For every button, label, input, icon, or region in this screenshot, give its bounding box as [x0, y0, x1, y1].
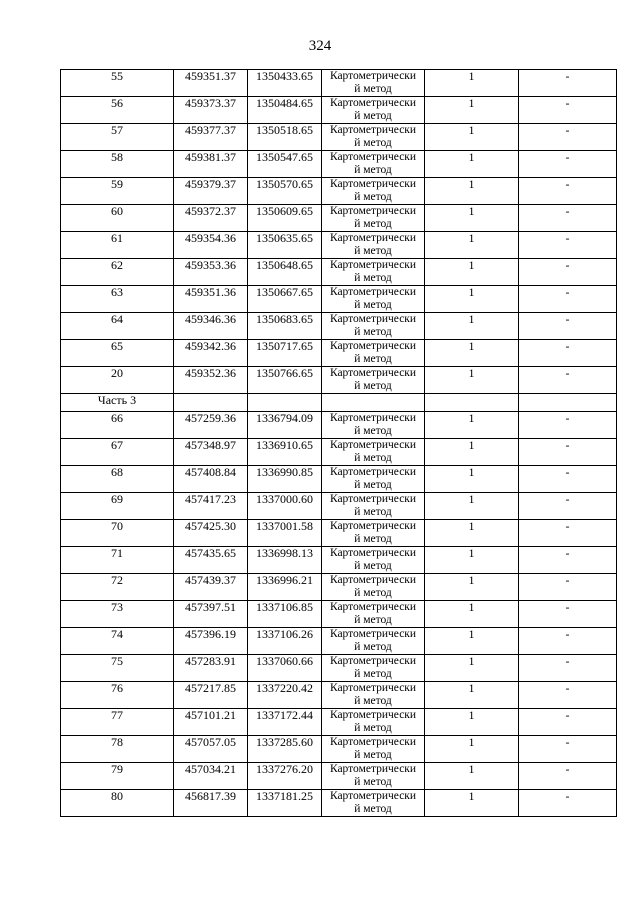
accuracy-cell: 1 — [425, 709, 519, 736]
accuracy-cell: 1 — [425, 493, 519, 520]
x-coordinate-cell: 459351.37 — [174, 70, 248, 97]
table-row — [61, 682, 617, 709]
x-coordinate-cell: 457417.23 — [174, 493, 248, 520]
x-coordinate-cell: 457283.91 — [174, 655, 248, 682]
method-line-2: й метод — [354, 776, 392, 788]
x-coordinate-cell: 459354.36 — [174, 232, 248, 259]
method-line-2: й метод — [354, 272, 392, 284]
y-coordinate-cell: 1337060.66 — [248, 655, 322, 682]
table-row — [61, 601, 617, 628]
method-line-2: й метод — [354, 299, 392, 311]
x-coordinate-cell: 457435.65 — [174, 547, 248, 574]
x-coordinate-cell: 457348.97 — [174, 439, 248, 466]
method-line-2: й метод — [354, 803, 392, 815]
description-cell: - — [519, 790, 617, 817]
description-cell: - — [519, 412, 617, 439]
method-line-2: й метод — [354, 668, 392, 680]
method-line-2: й метод — [354, 83, 392, 95]
accuracy-cell: 1 — [425, 763, 519, 790]
description-cell: - — [519, 124, 617, 151]
method-line-2: й метод — [354, 452, 392, 464]
point-number-cell: 79 — [61, 763, 174, 790]
method-line-1: Картометрически — [329, 790, 417, 802]
method-cell — [322, 97, 425, 124]
description-cell: - — [519, 367, 617, 394]
point-number-cell: 72 — [61, 574, 174, 601]
page-number: 324 — [308, 38, 332, 54]
x-coordinate-cell: 457057.05 — [174, 736, 248, 763]
y-coordinate-cell: 1337285.60 — [248, 736, 322, 763]
method-cell — [322, 259, 425, 286]
description-cell: - — [519, 520, 617, 547]
x-coordinate-cell: 459381.37 — [174, 151, 248, 178]
description-cell: - — [519, 628, 617, 655]
x-coordinate-cell: 457101.21 — [174, 709, 248, 736]
accuracy-cell: 1 — [425, 178, 519, 205]
y-coordinate-cell: 1337106.26 — [248, 628, 322, 655]
table-row — [61, 340, 617, 367]
accuracy-cell: 1 — [425, 628, 519, 655]
method-cell — [322, 628, 425, 655]
point-number-cell: 60 — [61, 205, 174, 232]
method-line-2: й метод — [354, 587, 392, 599]
point-number-cell: 73 — [61, 601, 174, 628]
method-line-1: Картометрически — [329, 367, 417, 379]
description-cell: - — [519, 574, 617, 601]
accuracy-cell: 1 — [425, 466, 519, 493]
method-line-2: й метод — [354, 353, 392, 365]
description-cell: - — [519, 286, 617, 313]
x-coordinate-cell: 459353.36 — [174, 259, 248, 286]
description-cell: - — [519, 97, 617, 124]
method-cell — [322, 286, 425, 313]
table-row — [61, 628, 617, 655]
table-row — [61, 763, 617, 790]
point-number-cell: 77 — [61, 709, 174, 736]
empty-cell — [322, 394, 425, 412]
y-coordinate-cell: 1350648.65 — [248, 259, 322, 286]
point-number-cell: 71 — [61, 547, 174, 574]
point-number-cell: 58 — [61, 151, 174, 178]
x-coordinate-cell: 459342.36 — [174, 340, 248, 367]
y-coordinate-cell: 1337000.60 — [248, 493, 322, 520]
method-cell — [322, 151, 425, 178]
description-cell: - — [519, 178, 617, 205]
y-coordinate-cell: 1350766.65 — [248, 367, 322, 394]
method-line-2: й метод — [354, 560, 392, 572]
x-coordinate-cell: 459351.36 — [174, 286, 248, 313]
y-coordinate-cell: 1337172.44 — [248, 709, 322, 736]
point-number-cell: 78 — [61, 736, 174, 763]
description-cell: - — [519, 736, 617, 763]
y-coordinate-cell: 1350609.65 — [248, 205, 322, 232]
method-cell — [322, 709, 425, 736]
y-coordinate-cell: 1350635.65 — [248, 232, 322, 259]
table-row — [61, 151, 617, 178]
method-cell — [322, 655, 425, 682]
x-coordinate-cell: 456817.39 — [174, 790, 248, 817]
method-cell — [322, 124, 425, 151]
accuracy-cell: 1 — [425, 439, 519, 466]
method-line-2: й метод — [354, 749, 392, 761]
accuracy-cell: 1 — [425, 340, 519, 367]
method-cell — [322, 574, 425, 601]
method-cell — [322, 178, 425, 205]
method-line-2: й метод — [354, 191, 392, 203]
method-line-1: Картометрически — [329, 601, 417, 613]
point-number-cell: 67 — [61, 439, 174, 466]
accuracy-cell: 1 — [425, 655, 519, 682]
accuracy-cell: 1 — [425, 547, 519, 574]
method-cell — [322, 439, 425, 466]
point-number-cell: 64 — [61, 313, 174, 340]
method-cell — [322, 763, 425, 790]
x-coordinate-cell: 457034.21 — [174, 763, 248, 790]
method-cell — [322, 205, 425, 232]
description-cell: - — [519, 601, 617, 628]
method-line-1: Картометрически — [329, 412, 417, 424]
part-header-row — [61, 394, 617, 412]
point-number-cell: 62 — [61, 259, 174, 286]
accuracy-cell: 1 — [425, 601, 519, 628]
description-cell: - — [519, 205, 617, 232]
point-number-cell: 59 — [61, 178, 174, 205]
coordinates-table — [60, 69, 617, 817]
method-line-2: й метод — [354, 614, 392, 626]
x-coordinate-cell: 457425.30 — [174, 520, 248, 547]
table-row — [61, 124, 617, 151]
point-number-cell: 75 — [61, 655, 174, 682]
table-row — [61, 232, 617, 259]
method-line-2: й метод — [354, 722, 392, 734]
y-coordinate-cell: 1336996.21 — [248, 574, 322, 601]
method-cell — [322, 601, 425, 628]
description-cell: - — [519, 313, 617, 340]
y-coordinate-cell: 1336910.65 — [248, 439, 322, 466]
method-cell — [322, 367, 425, 394]
table-row — [61, 367, 617, 394]
y-coordinate-cell: 1337220.42 — [248, 682, 322, 709]
method-line-2: й метод — [354, 641, 392, 653]
y-coordinate-cell: 1350547.65 — [248, 151, 322, 178]
x-coordinate-cell: 457408.84 — [174, 466, 248, 493]
description-cell: - — [519, 709, 617, 736]
part-label: Часть 3 — [61, 394, 174, 412]
table-row — [61, 439, 617, 466]
accuracy-cell: 1 — [425, 124, 519, 151]
description-cell: - — [519, 493, 617, 520]
description-cell: - — [519, 340, 617, 367]
point-number-cell: 57 — [61, 124, 174, 151]
method-line-2: й метод — [354, 533, 392, 545]
method-cell — [322, 493, 425, 520]
point-number-cell: 20 — [61, 367, 174, 394]
method-line-2: й метод — [354, 506, 392, 518]
method-line-1: Картометрически — [329, 97, 417, 109]
point-number-cell: 74 — [61, 628, 174, 655]
y-coordinate-cell: 1350433.65 — [248, 70, 322, 97]
method-cell — [322, 232, 425, 259]
x-coordinate-cell: 457259.36 — [174, 412, 248, 439]
method-line-2: й метод — [354, 164, 392, 176]
y-coordinate-cell: 1350484.65 — [248, 97, 322, 124]
table-row — [61, 493, 617, 520]
x-coordinate-cell: 459373.37 — [174, 97, 248, 124]
method-cell — [322, 70, 425, 97]
accuracy-cell: 1 — [425, 151, 519, 178]
method-cell — [322, 547, 425, 574]
x-coordinate-cell: 459377.37 — [174, 124, 248, 151]
y-coordinate-cell: 1350518.65 — [248, 124, 322, 151]
method-cell — [322, 412, 425, 439]
method-line-1: Картометрически — [329, 547, 417, 559]
table-row — [61, 466, 617, 493]
method-line-1: Картометрически — [329, 124, 417, 136]
method-line-1: Картометрически — [329, 682, 417, 694]
y-coordinate-cell: 1337106.85 — [248, 601, 322, 628]
table-row — [61, 790, 617, 817]
point-number-cell: 68 — [61, 466, 174, 493]
y-coordinate-cell: 1337276.20 — [248, 763, 322, 790]
method-line-1: Картометрически — [329, 520, 417, 532]
y-coordinate-cell: 1336998.13 — [248, 547, 322, 574]
method-line-1: Картометрически — [329, 340, 417, 352]
method-line-1: Картометрически — [329, 70, 417, 82]
accuracy-cell: 1 — [425, 97, 519, 124]
table-row — [61, 520, 617, 547]
method-line-2: й метод — [354, 425, 392, 437]
method-line-1: Картометрически — [329, 286, 417, 298]
table-row — [61, 313, 617, 340]
description-cell: - — [519, 439, 617, 466]
table-row — [61, 547, 617, 574]
coordinates-table-body — [61, 70, 617, 817]
point-number-cell: 63 — [61, 286, 174, 313]
description-cell: - — [519, 151, 617, 178]
method-line-2: й метод — [354, 695, 392, 707]
method-cell — [322, 520, 425, 547]
y-coordinate-cell: 1337181.25 — [248, 790, 322, 817]
point-number-cell: 69 — [61, 493, 174, 520]
y-coordinate-cell: 1350570.65 — [248, 178, 322, 205]
accuracy-cell: 1 — [425, 790, 519, 817]
accuracy-cell: 1 — [425, 367, 519, 394]
accuracy-cell: 1 — [425, 70, 519, 97]
description-cell: - — [519, 70, 617, 97]
accuracy-cell: 1 — [425, 736, 519, 763]
method-line-1: Картометрически — [329, 439, 417, 451]
method-line-1: Картометрически — [329, 151, 417, 163]
accuracy-cell: 1 — [425, 520, 519, 547]
method-cell — [322, 736, 425, 763]
table-row — [61, 574, 617, 601]
method-cell — [322, 340, 425, 367]
x-coordinate-cell: 459379.37 — [174, 178, 248, 205]
y-coordinate-cell: 1350667.65 — [248, 286, 322, 313]
point-number-cell: 65 — [61, 340, 174, 367]
method-line-1: Картометрически — [329, 205, 417, 217]
method-line-1: Картометрически — [329, 178, 417, 190]
accuracy-cell: 1 — [425, 259, 519, 286]
empty-cell — [425, 394, 519, 412]
table-row — [61, 709, 617, 736]
x-coordinate-cell: 457397.51 — [174, 601, 248, 628]
point-number-cell: 70 — [61, 520, 174, 547]
x-coordinate-cell: 459372.37 — [174, 205, 248, 232]
point-number-cell: 66 — [61, 412, 174, 439]
x-coordinate-cell: 459352.36 — [174, 367, 248, 394]
method-line-1: Картометрически — [329, 466, 417, 478]
point-number-cell: 61 — [61, 232, 174, 259]
table-row — [61, 259, 617, 286]
method-line-1: Картометрически — [329, 628, 417, 640]
y-coordinate-cell: 1336794.09 — [248, 412, 322, 439]
empty-cell — [174, 394, 248, 412]
table-row — [61, 655, 617, 682]
method-line-2: й метод — [354, 218, 392, 230]
method-line-1: Картометрически — [329, 574, 417, 586]
method-line-1: Картометрически — [329, 313, 417, 325]
method-line-1: Картометрически — [329, 655, 417, 667]
method-line-2: й метод — [354, 245, 392, 257]
table-row — [61, 70, 617, 97]
x-coordinate-cell: 459346.36 — [174, 313, 248, 340]
accuracy-cell: 1 — [425, 286, 519, 313]
table-row — [61, 412, 617, 439]
description-cell: - — [519, 466, 617, 493]
method-line-2: й метод — [354, 380, 392, 392]
point-number-cell: 76 — [61, 682, 174, 709]
accuracy-cell: 1 — [425, 412, 519, 439]
description-cell: - — [519, 259, 617, 286]
method-line-1: Картометрически — [329, 763, 417, 775]
empty-cell — [248, 394, 322, 412]
accuracy-cell: 1 — [425, 313, 519, 340]
method-line-1: Картометрически — [329, 493, 417, 505]
method-cell — [322, 313, 425, 340]
empty-cell — [519, 394, 617, 412]
y-coordinate-cell: 1350717.65 — [248, 340, 322, 367]
accuracy-cell: 1 — [425, 205, 519, 232]
x-coordinate-cell: 457217.85 — [174, 682, 248, 709]
accuracy-cell: 1 — [425, 682, 519, 709]
method-cell — [322, 682, 425, 709]
method-line-1: Картометрически — [329, 736, 417, 748]
table-row — [61, 736, 617, 763]
description-cell: - — [519, 232, 617, 259]
method-cell — [322, 466, 425, 493]
method-line-1: Картометрически — [329, 232, 417, 244]
accuracy-cell: 1 — [425, 232, 519, 259]
point-number-cell: 80 — [61, 790, 174, 817]
method-line-2: й метод — [354, 137, 392, 149]
point-number-cell: 55 — [61, 70, 174, 97]
x-coordinate-cell: 457396.19 — [174, 628, 248, 655]
method-line-1: Картометрически — [329, 709, 417, 721]
accuracy-cell: 1 — [425, 574, 519, 601]
table-row — [61, 97, 617, 124]
description-cell: - — [519, 547, 617, 574]
table-row — [61, 286, 617, 313]
description-cell: - — [519, 763, 617, 790]
method-cell — [322, 790, 425, 817]
x-coordinate-cell: 457439.37 — [174, 574, 248, 601]
table-row — [61, 178, 617, 205]
y-coordinate-cell: 1336990.85 — [248, 466, 322, 493]
method-line-2: й метод — [354, 479, 392, 491]
point-number-cell: 56 — [61, 97, 174, 124]
method-line-1: Картометрически — [329, 259, 417, 271]
description-cell: - — [519, 655, 617, 682]
table-row — [61, 205, 617, 232]
method-line-2: й метод — [354, 110, 392, 122]
description-cell: - — [519, 682, 617, 709]
y-coordinate-cell: 1350683.65 — [248, 313, 322, 340]
method-line-2: й метод — [354, 326, 392, 338]
y-coordinate-cell: 1337001.58 — [248, 520, 322, 547]
